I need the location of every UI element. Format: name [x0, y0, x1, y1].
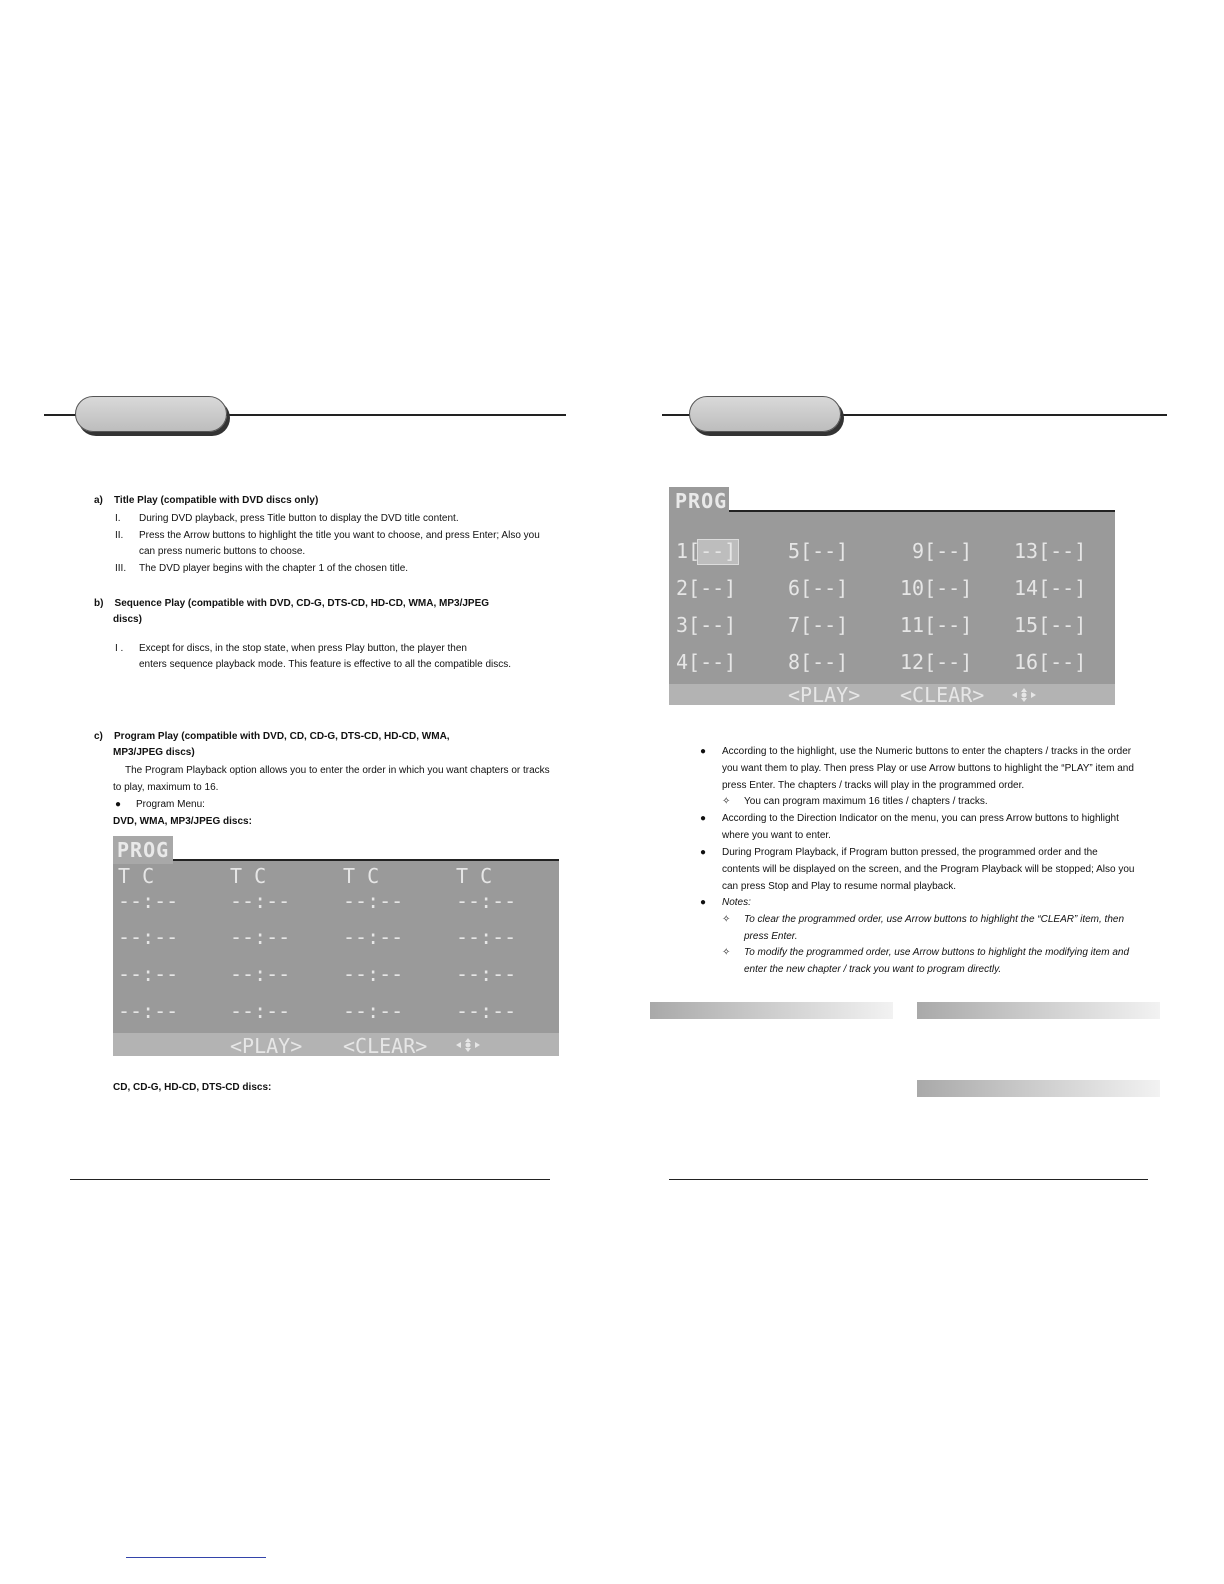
bullet-text: where you want to enter.	[722, 830, 831, 841]
osd-slot[interactable]: --:--	[118, 925, 179, 949]
section-c-heading: c) Program Play (compatible with DVD, CD, CD-G, DTS-CD, HD-CD, WMA,	[94, 731, 450, 742]
section-b-item-text: Except for discs, in the stop state, when press Play button, the player then	[139, 643, 467, 654]
gradient-bar	[650, 1002, 893, 1019]
section-a-item-num: II.	[115, 530, 124, 541]
osd-slot-1[interactable]: 1[--]	[676, 539, 737, 563]
osd-slot-10[interactable]: 10[--]	[900, 576, 973, 600]
osd-slot[interactable]: --:--	[230, 889, 291, 913]
sub-bullet-icon: ✧	[722, 947, 731, 958]
section-a-heading: a) Title Play (compatible with DVD discs only)	[94, 495, 319, 506]
section-b-item-num: I .	[115, 643, 124, 654]
osd-col-header: T C	[456, 864, 493, 888]
sub-bullet-icon: ✧	[722, 914, 731, 925]
osd-slot-16[interactable]: 16[--]	[1014, 650, 1087, 674]
program-menu-label: Program Menu:	[136, 799, 205, 810]
gradient-bar	[917, 1002, 1160, 1019]
osd-clear-button[interactable]: <CLEAR>	[900, 683, 985, 707]
direction-indicator-icon	[1012, 688, 1036, 702]
direction-indicator-icon	[456, 1038, 480, 1052]
bullet-icon: ●	[700, 813, 707, 824]
osd-slot[interactable]: --:--	[230, 999, 291, 1023]
osd-prog-label: PROG	[113, 836, 173, 864]
bullet-icon: ●	[700, 897, 707, 908]
bullet-icon: ●	[115, 799, 122, 810]
osd-slot-6[interactable]: 6[--]	[788, 576, 849, 600]
section-a-item-num: I.	[115, 513, 121, 524]
osd-bottom-bar	[113, 1033, 559, 1056]
section-b-item-text: enters sequence playback mode. This feature is effective to all the compatible discs.	[139, 659, 512, 670]
dvd-discs-label: DVD, WMA, MP3/JPEG discs:	[113, 816, 252, 827]
osd-slot[interactable]: --:--	[456, 925, 517, 949]
bullet-text: According to the Direction Indicator on the menu, you can press Arrow buttons to highlight	[722, 813, 1119, 824]
bullet-text: you want them to play. Then press Play or use Arrow buttons to highlight the “PLAY” item and	[722, 763, 1134, 774]
osd-slot-12[interactable]: 12[--]	[900, 650, 973, 674]
section-a-item-text: During DVD playback, press Title button to display the DVD title content.	[139, 513, 459, 524]
section-c-intro: The Program Playback option allows you to enter the order in which you want chapters or tracks	[125, 765, 550, 776]
left-header-tab	[75, 396, 227, 432]
osd-slot[interactable]: --:--	[118, 889, 179, 913]
section-b-heading: b) Sequence Play (compatible with DVD, CD-G, DTS-CD, HD-CD, WMA, MP3/JPEG	[94, 598, 490, 609]
bullet-icon: ●	[700, 847, 707, 858]
notes-label: Notes:	[722, 897, 751, 908]
osd-slot[interactable]: --:--	[343, 962, 404, 986]
osd-col-header: T C	[230, 864, 267, 888]
section-a-item-text: can press numeric buttons to choose.	[139, 546, 306, 557]
left-footer-rule	[70, 1179, 550, 1180]
bullet-text: press Enter. The chapters / tracks will play in the programmed order.	[722, 780, 1025, 791]
osd-slot[interactable]: --:--	[230, 925, 291, 949]
cd-discs-label: CD, CD-G, HD-CD, DTS-CD discs:	[113, 1082, 272, 1093]
bullet-text: During Program Playback, if Program button pressed, the programmed order and the	[722, 847, 1098, 858]
section-a-item-text: Press the Arrow buttons to highlight the title you want to choose, and press Enter; Also you	[139, 530, 540, 541]
left-footer-link-rule	[126, 1557, 266, 1558]
osd-slot-15[interactable]: 15[--]	[1014, 613, 1087, 637]
osd-slot-3[interactable]: 3[--]	[676, 613, 737, 637]
osd-slot-13[interactable]: 13[--]	[1014, 539, 1087, 563]
osd-slot-11[interactable]: 11[--]	[900, 613, 973, 637]
dvd-osd-top-rule	[113, 859, 559, 861]
osd-slot[interactable]: --:--	[343, 999, 404, 1023]
osd-slot[interactable]: --:--	[456, 999, 517, 1023]
note-text: enter the new chapter / track you want to program directly.	[744, 964, 1002, 975]
note-text: press Enter.	[744, 931, 798, 942]
section-a-item-text: The DVD player begins with the chapter 1 of the chosen title.	[139, 563, 409, 574]
osd-clear-button[interactable]: <CLEAR>	[343, 1034, 428, 1058]
osd-slot[interactable]: --:--	[343, 889, 404, 913]
osd-col-header: T C	[118, 864, 155, 888]
osd-play-button[interactable]: <PLAY>	[230, 1034, 303, 1058]
osd-slot-7[interactable]: 7[--]	[788, 613, 849, 637]
osd-slot-2[interactable]: 2[--]	[676, 576, 737, 600]
osd-play-button[interactable]: <PLAY>	[788, 683, 861, 707]
section-b-heading-cont: discs)	[113, 614, 142, 625]
osd-slot-4[interactable]: 4[--]	[676, 650, 737, 674]
gradient-bar	[917, 1080, 1160, 1097]
osd-slot-9[interactable]: 9[--]	[912, 539, 973, 563]
osd-prog-label: PROG	[675, 489, 728, 513]
osd-slot-8[interactable]: 8[--]	[788, 650, 849, 674]
note-text: To clear the programmed order, use Arrow buttons to highlight the “CLEAR” item, then	[744, 914, 1125, 925]
osd-slot[interactable]: --:--	[118, 962, 179, 986]
section-a-item-num: III.	[115, 563, 127, 574]
sub-bullet-icon: ✧	[722, 796, 731, 807]
sub-bullet-text: You can program maximum 16 titles / chapters / tracks.	[744, 796, 988, 807]
osd-col-header: T C	[343, 864, 380, 888]
osd-bottom-bar	[669, 684, 1115, 705]
osd-slot[interactable]: --:--	[118, 999, 179, 1023]
osd-slot[interactable]: --:--	[456, 962, 517, 986]
osd-slot-5[interactable]: 5[--]	[788, 539, 849, 563]
bullet-text: contents will be displayed on the screen, and the Program Playback will be stopped; Also you	[722, 864, 1135, 875]
bullet-text: can press Stop and Play to resume normal playback.	[722, 881, 957, 892]
section-c-intro: to play, maximum to 16.	[113, 782, 219, 793]
osd-slot[interactable]: --:--	[230, 962, 291, 986]
right-footer-rule	[669, 1179, 1148, 1180]
bullet-text: According to the highlight, use the Numeric buttons to enter the chapters / tracks in the order	[722, 746, 1132, 757]
osd-slot[interactable]: --:--	[456, 889, 517, 913]
note-text: To modify the programmed order, use Arrow buttons to highlight the modifying item and	[744, 947, 1130, 958]
osd-slot-14[interactable]: 14[--]	[1014, 576, 1087, 600]
section-c-heading-cont: MP3/JPEG discs)	[113, 747, 195, 758]
osd-slot[interactable]: --:--	[343, 925, 404, 949]
right-header-tab	[689, 396, 841, 432]
cd-osd-top-rule	[729, 510, 1115, 512]
bullet-icon: ●	[700, 746, 707, 757]
